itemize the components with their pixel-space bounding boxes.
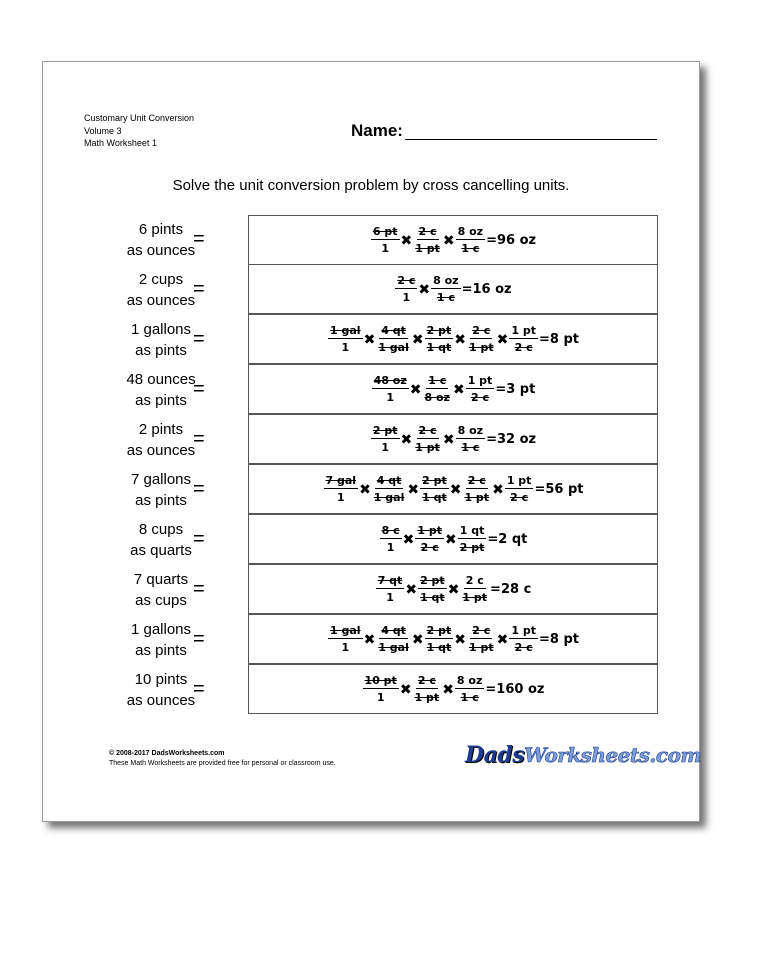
problem-row: [43, 265, 699, 315]
numerator: 2 pt: [426, 324, 452, 337]
answer-box: [248, 564, 658, 614]
result-value: 16 oz: [472, 281, 512, 297]
fraction: [467, 324, 496, 354]
result-equals: =: [461, 281, 473, 297]
copyright: © 2008-2017 DadsWorksheets.com: [109, 750, 225, 757]
worksheet-number: Math Worksheet 1: [84, 138, 157, 148]
fraction: [328, 624, 363, 654]
question-target-unit: as ounces: [126, 692, 196, 709]
question-amount: 1 gallons: [130, 321, 192, 338]
numerator: 2 c: [472, 324, 491, 337]
multiply-sign: ✖: [411, 632, 424, 648]
numerator: 10 pt: [364, 674, 397, 687]
denominator: 1 pt: [468, 341, 494, 354]
numerator: 2 c: [418, 225, 437, 238]
problem-row: [43, 315, 699, 365]
multiply-sign: ✖: [442, 432, 455, 448]
denominator: 2 c: [420, 541, 439, 554]
multiply-sign: ✖: [400, 432, 413, 448]
numerator: 8 c: [381, 524, 400, 537]
denominator: 1 pt: [415, 242, 440, 255]
problem-row: [43, 615, 699, 665]
numerator: 4 qt: [381, 624, 406, 637]
result-value: 8 pt: [549, 631, 579, 647]
worksheet-title: Customary Unit Conversion: [84, 113, 195, 123]
answer-box: [248, 364, 658, 414]
multiply-sign: ✖: [359, 482, 371, 498]
fraction: [509, 324, 538, 354]
fraction: [371, 225, 400, 255]
fraction: [456, 424, 485, 454]
result-value: 32 oz: [496, 431, 537, 447]
numerator: 2 c: [467, 474, 486, 487]
fraction: [431, 274, 460, 304]
worksheet-volume: Volume 3: [84, 125, 122, 136]
fraction: [372, 374, 409, 404]
problem-row: [43, 465, 699, 515]
numerator: 1 pt: [506, 474, 532, 487]
question-amount: 1 gallons: [130, 621, 192, 638]
numerator: 2 c: [397, 274, 416, 287]
logo-part-2: Worksheets.com: [524, 743, 702, 767]
result-equals: =: [486, 431, 497, 447]
fraction: [423, 374, 452, 404]
name-label: Name:: [351, 121, 403, 140]
fraction: [376, 624, 411, 654]
fraction: [505, 474, 534, 504]
answer-box: [248, 614, 658, 664]
problem-row: [43, 565, 699, 615]
question-amount: 2 cups: [138, 271, 184, 288]
numerator: 7 qt: [377, 574, 403, 587]
denominator: 1 pt: [415, 441, 440, 454]
multiply-sign: ✖: [411, 332, 424, 348]
multiply-sign: ✖: [363, 632, 376, 648]
denominator: 1 c: [436, 291, 455, 304]
numerator: 1 pt: [417, 524, 442, 537]
conversion-chain: [362, 674, 545, 704]
denominator: 1 c: [461, 242, 480, 255]
denominator: 1: [336, 491, 345, 504]
numerator: 2 pt: [426, 624, 452, 637]
multiply-sign: ✖: [496, 332, 509, 348]
result-value: 2 qt: [498, 531, 528, 547]
multiply-sign: ✖: [445, 532, 457, 548]
multiply-sign: ✖: [496, 632, 509, 648]
numerator: 8 oz: [433, 274, 459, 287]
denominator: 1 pt: [462, 591, 488, 604]
worksheet-meta: [84, 112, 194, 150]
numerator: 4 qt: [376, 474, 402, 487]
fraction: [371, 424, 400, 454]
denominator: 1 qt: [426, 341, 452, 354]
footer-note: These Math Worksheets are provided free for personal or classroom use.: [109, 759, 336, 767]
fraction: [376, 574, 405, 604]
denominator: 2 pt: [459, 541, 485, 554]
result-equals: =: [495, 381, 507, 397]
denominator: 1 c: [460, 691, 479, 704]
multiply-sign: ✖: [399, 682, 412, 698]
numerator: 1 pt: [467, 374, 493, 387]
equals-sign: =: [193, 278, 205, 300]
fraction: [425, 324, 454, 354]
answer-box: [248, 664, 658, 714]
name-line: [405, 139, 657, 140]
answer-box: [248, 264, 658, 314]
fraction: [458, 524, 487, 554]
numerator: 2 pt: [422, 474, 447, 487]
denominator: 1 qt: [422, 491, 447, 504]
question-target-unit: as quarts: [130, 542, 192, 559]
multiply-sign: ✖: [407, 482, 420, 498]
result-value: 3 pt: [506, 381, 536, 397]
numerator: 2 c: [418, 424, 437, 437]
fraction: [509, 624, 538, 654]
result-equals: =: [485, 681, 497, 697]
equals-sign: =: [193, 678, 205, 700]
question-amount: 48 ounces: [126, 371, 196, 388]
numerator: 2 pt: [420, 574, 445, 587]
fraction: [372, 474, 407, 504]
numerator: 1 c: [428, 374, 447, 387]
numerator: 7 gal: [325, 474, 357, 487]
answer-box: [248, 414, 658, 464]
denominator: 1 gal: [378, 641, 409, 654]
denominator: 1: [341, 641, 350, 654]
denominator: 8 oz: [424, 391, 450, 404]
multiply-sign: ✖: [449, 482, 462, 498]
answer-box: [248, 314, 658, 364]
fraction: [425, 624, 454, 654]
multiply-sign: ✖: [454, 332, 466, 348]
numerator: 8 oz: [457, 424, 484, 437]
question-amount: 2 pints: [138, 421, 184, 438]
result-equals: =: [487, 531, 499, 547]
conversion-chain: [379, 524, 528, 554]
fraction: [395, 274, 417, 304]
conversion-chain: [371, 374, 536, 404]
fraction: [462, 474, 491, 504]
multiply-sign: ✖: [492, 482, 504, 498]
multiply-sign: ✖: [452, 382, 465, 398]
denominator: 1: [386, 591, 394, 604]
result-equals: =: [534, 481, 546, 497]
denominator: 2 c: [471, 391, 490, 404]
multiply-sign: ✖: [400, 233, 413, 249]
question-amount: 7 gallons: [130, 471, 192, 488]
result-value: 28 c: [500, 581, 532, 597]
problem-row: [43, 215, 699, 265]
denominator: 1: [376, 691, 385, 704]
denominator: 1: [381, 242, 390, 255]
result-equals: =: [486, 232, 497, 248]
conversion-chain: [327, 624, 579, 654]
question-target-unit: as pints: [135, 392, 187, 409]
numerator: 4 qt: [381, 324, 406, 337]
answer-box: [248, 215, 658, 265]
conversion-chain: [370, 225, 536, 255]
question-amount: 6 pints: [138, 221, 184, 238]
fraction: [455, 674, 484, 704]
multiply-sign: ✖: [405, 582, 418, 598]
equals-sign: =: [193, 578, 205, 600]
instructions: Solve the unit conversion problem by cross cancelling units.: [172, 177, 570, 194]
numerator: 1 pt: [511, 624, 536, 637]
result-value: 56 pt: [545, 481, 584, 497]
result-value: 8 pt: [549, 331, 579, 347]
denominator: 1 c: [461, 441, 480, 454]
conversion-chain: [370, 424, 536, 454]
fraction: [466, 374, 495, 404]
footer: [109, 749, 336, 768]
problem-row: [43, 365, 699, 415]
result-value: 96 oz: [496, 232, 537, 248]
fraction: [418, 574, 447, 604]
conversion-chain: [375, 574, 532, 604]
fraction: [460, 574, 489, 604]
fraction: [413, 424, 442, 454]
result-value: 160 oz: [496, 681, 545, 697]
question-amount: 8 cups: [138, 521, 184, 538]
denominator: 1: [381, 441, 390, 454]
denominator: 1 qt: [420, 591, 445, 604]
fraction: [413, 674, 442, 704]
numerator: 8 oz: [457, 225, 484, 238]
problem-row: [43, 515, 699, 565]
numerator: 1 gal: [330, 624, 361, 637]
question-target-unit: as pints: [135, 492, 187, 509]
denominator: 1: [386, 541, 395, 554]
worksheet-page: [42, 61, 700, 822]
numerator: 1 pt: [511, 324, 536, 337]
denominator: 1: [341, 341, 350, 354]
conversion-chain: [327, 324, 579, 354]
answer-box: [248, 514, 658, 564]
question-target-unit: as ounces: [126, 442, 196, 459]
denominator: 1 pt: [468, 641, 494, 654]
numerator: 6 pt: [372, 225, 398, 238]
problem-row: [43, 415, 699, 465]
equals-sign: =: [193, 378, 205, 400]
equals-sign: =: [193, 328, 205, 350]
multiply-sign: ✖: [363, 332, 376, 348]
numerator: 2 pt: [372, 424, 398, 437]
answer-box: [248, 464, 658, 514]
multiply-sign: ✖: [409, 382, 422, 398]
numerator: 1 qt: [459, 524, 485, 537]
fraction: [328, 324, 363, 354]
equals-sign: =: [193, 528, 205, 550]
multiply-sign: ✖: [418, 282, 431, 298]
result-equals: =: [538, 631, 550, 647]
result-equals: =: [490, 581, 501, 597]
denominator: 1: [386, 391, 395, 404]
site-logo: [465, 742, 701, 768]
denominator: 1 qt: [426, 641, 452, 654]
question-amount: 7 quarts: [133, 571, 189, 588]
equals-sign: =: [193, 228, 205, 250]
fraction: [380, 524, 402, 554]
fraction: [420, 474, 449, 504]
multiply-sign: ✖: [402, 532, 415, 548]
question-target-unit: as pints: [135, 342, 187, 359]
numerator: 8 oz: [456, 674, 483, 687]
equals-sign: =: [193, 628, 205, 650]
question-amount: 10 pints: [134, 671, 188, 688]
fraction: [363, 674, 399, 704]
numerator: 2 c: [417, 674, 436, 687]
equals-sign: =: [193, 478, 205, 500]
numerator: 2 c: [465, 574, 484, 587]
conversion-chain: [394, 274, 511, 304]
numerator: 1 gal: [330, 324, 361, 337]
question-target-unit: as ounces: [126, 242, 196, 259]
numerator: 2 c: [472, 624, 491, 637]
result-equals: =: [538, 331, 550, 347]
conversion-chain: [323, 474, 584, 504]
multiply-sign: ✖: [442, 233, 455, 249]
denominator: 2 c: [514, 641, 533, 654]
multiply-sign: ✖: [442, 682, 454, 698]
denominator: 1 gal: [373, 491, 405, 504]
equals-sign: =: [193, 428, 205, 450]
problem-row: [43, 665, 699, 715]
multiply-sign: ✖: [447, 582, 460, 598]
denominator: 2 c: [514, 341, 533, 354]
denominator: 2 c: [510, 491, 529, 504]
denominator: 1 gal: [378, 341, 409, 354]
fraction: [324, 474, 359, 504]
multiply-sign: ✖: [454, 632, 466, 648]
logo-part-1: Dads: [465, 742, 525, 768]
fraction: [467, 624, 496, 654]
fraction: [413, 225, 442, 255]
fraction: [376, 324, 411, 354]
denominator: 1 pt: [414, 691, 440, 704]
question-target-unit: as pints: [135, 642, 187, 659]
question-target-unit: as cups: [135, 592, 187, 609]
question-target-unit: as ounces: [126, 292, 196, 309]
denominator: 1: [402, 291, 411, 304]
problem-list: [43, 215, 699, 715]
fraction: [415, 524, 444, 554]
numerator: 48 oz: [373, 374, 407, 387]
fraction: [456, 225, 485, 255]
denominator: 1 pt: [464, 491, 490, 504]
